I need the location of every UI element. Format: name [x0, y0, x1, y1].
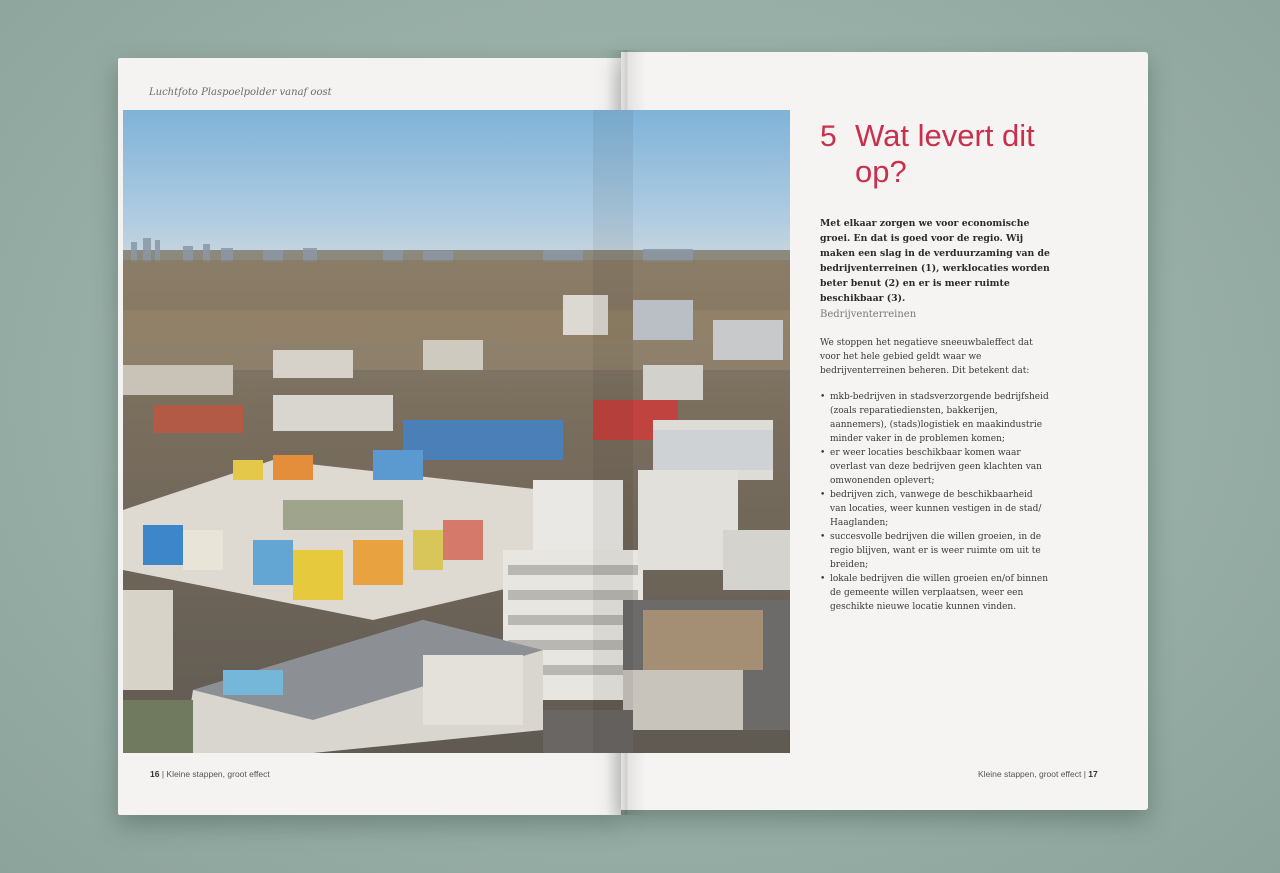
right-footer-separator: |	[1083, 769, 1089, 779]
right-page-number: 17	[1088, 769, 1098, 779]
left-footer-text: Kleine stappen, groot effect	[166, 769, 270, 779]
left-page-number: 16	[150, 769, 160, 779]
left-footer-separator: |	[161, 769, 167, 779]
aerial-photo	[123, 110, 790, 753]
chapter-title: Wat levert dit op?	[855, 118, 1035, 189]
section-subheading: Bedrijventerreinen	[820, 309, 917, 320]
body-paragraph: We stoppen het negatieve sneeuwbaleffect dat voor het hele gebied geldt waar we bedrijventerreinen beheren. Dit betekent dat:	[820, 338, 1033, 376]
list-item: • succesvolle bedrijven die willen groeien, in de regio blijven, want er is weer ruimte om uit te breiden;	[820, 530, 1050, 572]
list-item: • mkb-bedrijven in stadsverzorgende bedrijfsheid (zoals reparatiediensten, bakkerijen, aannemers), (stads)logistiek en maakindustrie minder vaker in de problemen komen;	[820, 390, 1050, 446]
chapter-number: 5	[820, 120, 837, 153]
photo-caption: Luchtfoto Plaspoelpolder vanaf oost	[149, 87, 332, 98]
list-item: • bedrijven zich, vanwege de beschikbaarheid van locaties, weer kunnen vestigen in de stad/ Haaglanden;	[820, 488, 1050, 530]
intro-paragraph: Met elkaar zorgen we voor economische groei. En dat is goed voor de regio. Wij maken een slag in de verduurzaming van de bedrijventerreinen (1), werklocaties worden beter benut (2) en er is meer ruimte beschikbaar (3).	[820, 218, 1050, 304]
right-footer	[978, 769, 1098, 779]
list-item: • er weer locaties beschikbaar komen waar overlast van deze bedrijven geen klachten van omwonenden oplevert;	[820, 446, 1050, 488]
aerial-photo-illustration	[123, 110, 790, 753]
bullet-list	[820, 390, 1050, 614]
left-footer	[150, 769, 270, 779]
list-item: • lokale bedrijven die willen groeien en/of binnen de gemeente willen verplaatsen, weer een geschikte nieuwe locatie kunnen vinden.	[820, 572, 1050, 614]
right-footer-text: Kleine stappen, groot effect	[978, 769, 1082, 779]
